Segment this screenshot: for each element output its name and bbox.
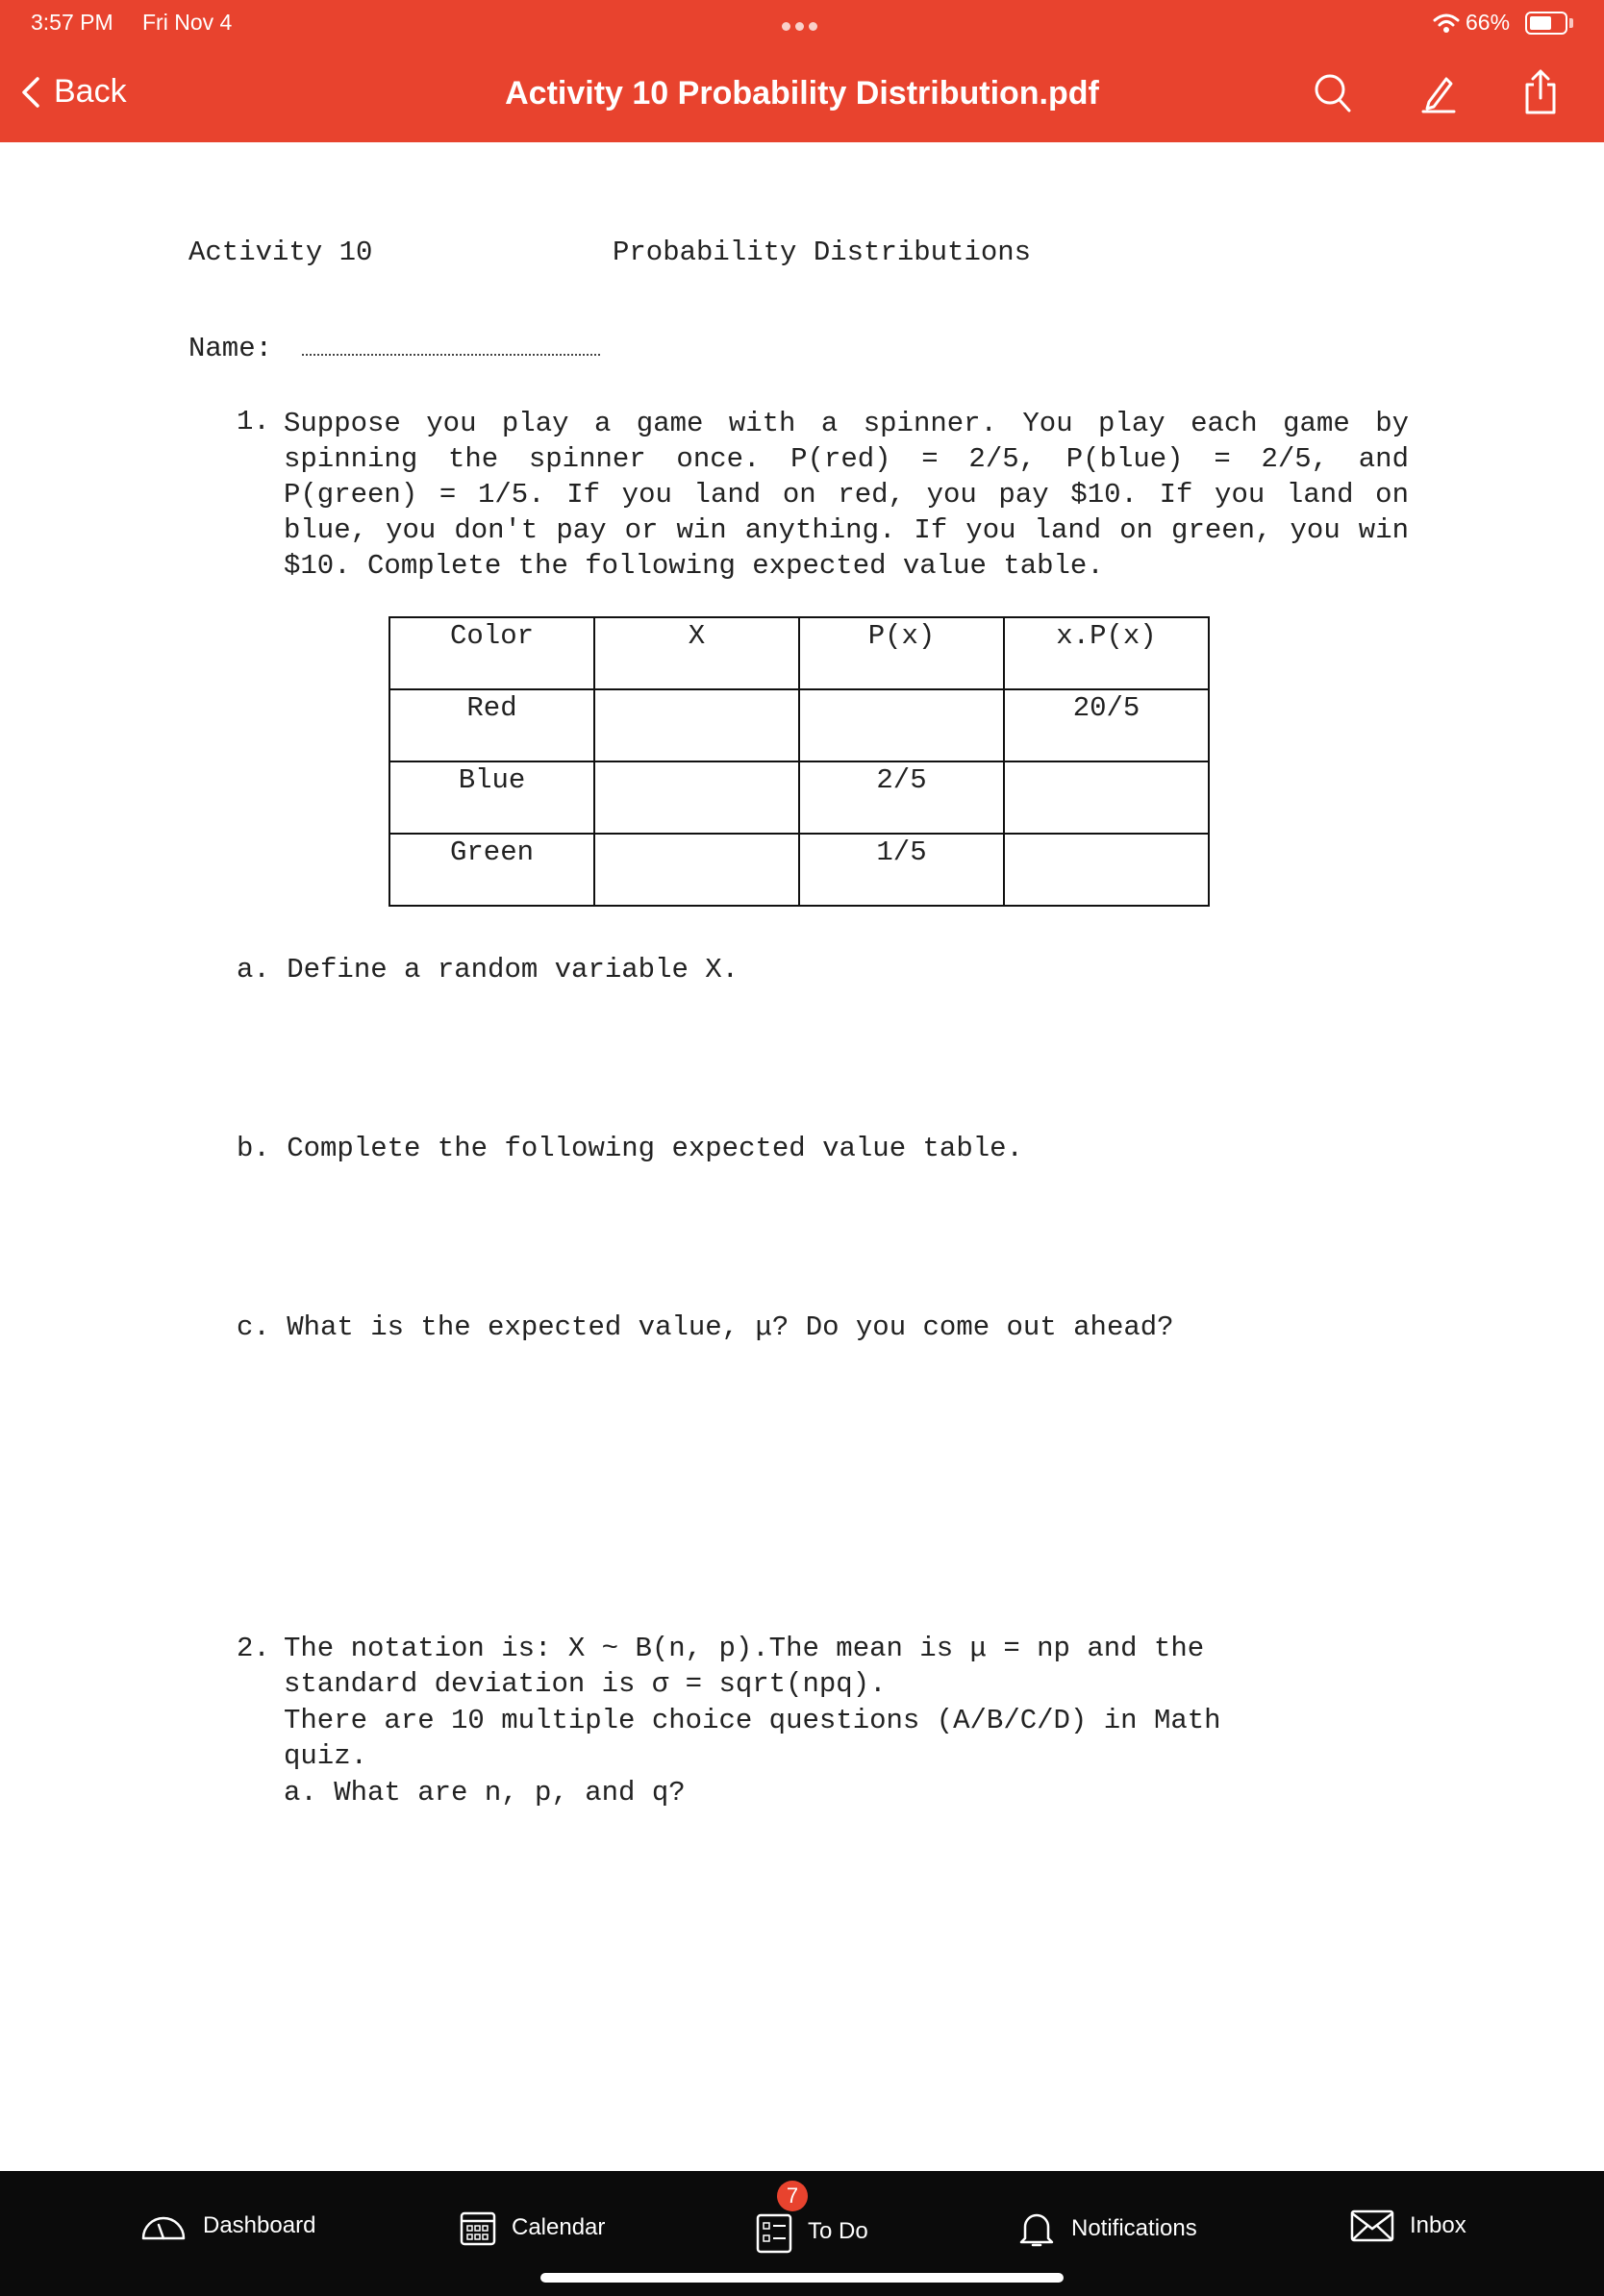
header-px: P(x) bbox=[867, 620, 936, 652]
table-cell: 20/5 bbox=[1072, 692, 1140, 724]
question-1b: b. Complete the following expected value table. bbox=[237, 1133, 1023, 1164]
question-2-number: 2. bbox=[237, 1633, 270, 1664]
table-cell bbox=[595, 835, 798, 836]
tab-notifications[interactable] bbox=[1017, 2209, 1197, 2248]
question-2-line1: The notation is: X ~ B(n, p).The mean is μ = np and the bbox=[284, 1633, 1205, 1664]
table-cell: Red bbox=[466, 692, 517, 724]
header-xpx: x.P(x) bbox=[1056, 620, 1157, 652]
table-cell: 2/5 bbox=[876, 764, 927, 796]
back-label: Back bbox=[54, 73, 127, 110]
activity-topic: Probability Distributions bbox=[613, 237, 1032, 268]
document-title: Activity 10 Probability Distribution.pdf bbox=[505, 75, 1099, 112]
search-icon[interactable] bbox=[1314, 73, 1352, 113]
table-cell: Green bbox=[449, 836, 534, 868]
table-cell bbox=[1005, 835, 1208, 836]
inbox-icon bbox=[1350, 2209, 1394, 2242]
tab-label: Calendar bbox=[512, 2214, 606, 2240]
battery-tip bbox=[1569, 18, 1573, 28]
question-2a: a. What are n, p, and q? bbox=[284, 1777, 686, 1809]
table-header-row bbox=[389, 617, 1209, 689]
tab-label: Dashboard bbox=[203, 2212, 316, 2238]
home-indicator[interactable] bbox=[540, 2273, 1064, 2283]
todo-icon bbox=[756, 2209, 792, 2254]
dashboard-icon bbox=[139, 2209, 188, 2242]
question-1a: a. Define a random variable X. bbox=[237, 954, 739, 986]
header-x: X bbox=[688, 620, 706, 652]
table-cell bbox=[800, 690, 1003, 692]
multitasking-dots[interactable] bbox=[782, 22, 817, 31]
back-button[interactable] bbox=[21, 73, 127, 111]
tab-label: Notifications bbox=[1071, 2215, 1197, 2241]
table-row bbox=[389, 834, 1209, 906]
tab-inbox[interactable] bbox=[1350, 2209, 1466, 2242]
status-time: 3:57 PM bbox=[31, 10, 113, 35]
table-cell: 1/5 bbox=[876, 836, 927, 868]
tab-calendar[interactable] bbox=[460, 2209, 605, 2246]
tab-todo[interactable] bbox=[756, 2209, 868, 2254]
status-date: Fri Nov 4 bbox=[142, 10, 233, 35]
name-label: Name: bbox=[188, 333, 273, 364]
todo-badge: 7 bbox=[777, 2181, 808, 2211]
table-cell bbox=[595, 762, 798, 764]
table-row bbox=[389, 761, 1209, 834]
question-2-line4: quiz. bbox=[284, 1740, 368, 1772]
wifi-icon bbox=[1433, 12, 1460, 34]
tab-dashboard[interactable] bbox=[139, 2209, 315, 2242]
question-1c: c. What is the expected value, μ? Do you come out ahead? bbox=[237, 1311, 1174, 1343]
table-cell: Blue bbox=[458, 764, 526, 796]
question-1-text: Suppose you play a game with a spinner. You play each game by spinning the spinner once. P(red) = 2/5, P(blue) = 2/5, and P(green) = 1/5. If you land on red, you pay $10. If you land on blue, you don't pay or win anything. If you land on green, you win $10. Complete the following expected value table. bbox=[284, 408, 1409, 582]
expected-value-table bbox=[388, 616, 1210, 907]
calendar-icon bbox=[460, 2209, 496, 2246]
header-color: Color bbox=[449, 620, 534, 652]
tab-label: To Do bbox=[808, 2218, 868, 2244]
battery-icon bbox=[1525, 12, 1567, 35]
question-2-line3: There are 10 multiple choice questions (A/B/C/D) in Math bbox=[284, 1705, 1221, 1736]
activity-number: Activity 10 bbox=[188, 237, 373, 268]
table-cell bbox=[1005, 762, 1208, 764]
name-blank-line bbox=[302, 354, 600, 356]
tab-label: Inbox bbox=[1410, 2212, 1466, 2238]
share-icon[interactable] bbox=[1523, 67, 1558, 115]
battery-percent: 66% bbox=[1466, 10, 1511, 35]
chevron-left-icon bbox=[21, 76, 40, 109]
table-row bbox=[389, 689, 1209, 761]
table-cell bbox=[595, 690, 798, 692]
bell-icon bbox=[1017, 2209, 1056, 2248]
pen-icon[interactable] bbox=[1421, 73, 1456, 113]
question-1-number: 1. bbox=[237, 406, 270, 437]
question-2-line2: standard deviation is σ = sqrt(npq). bbox=[284, 1668, 887, 1700]
app-header bbox=[0, 0, 1604, 142]
